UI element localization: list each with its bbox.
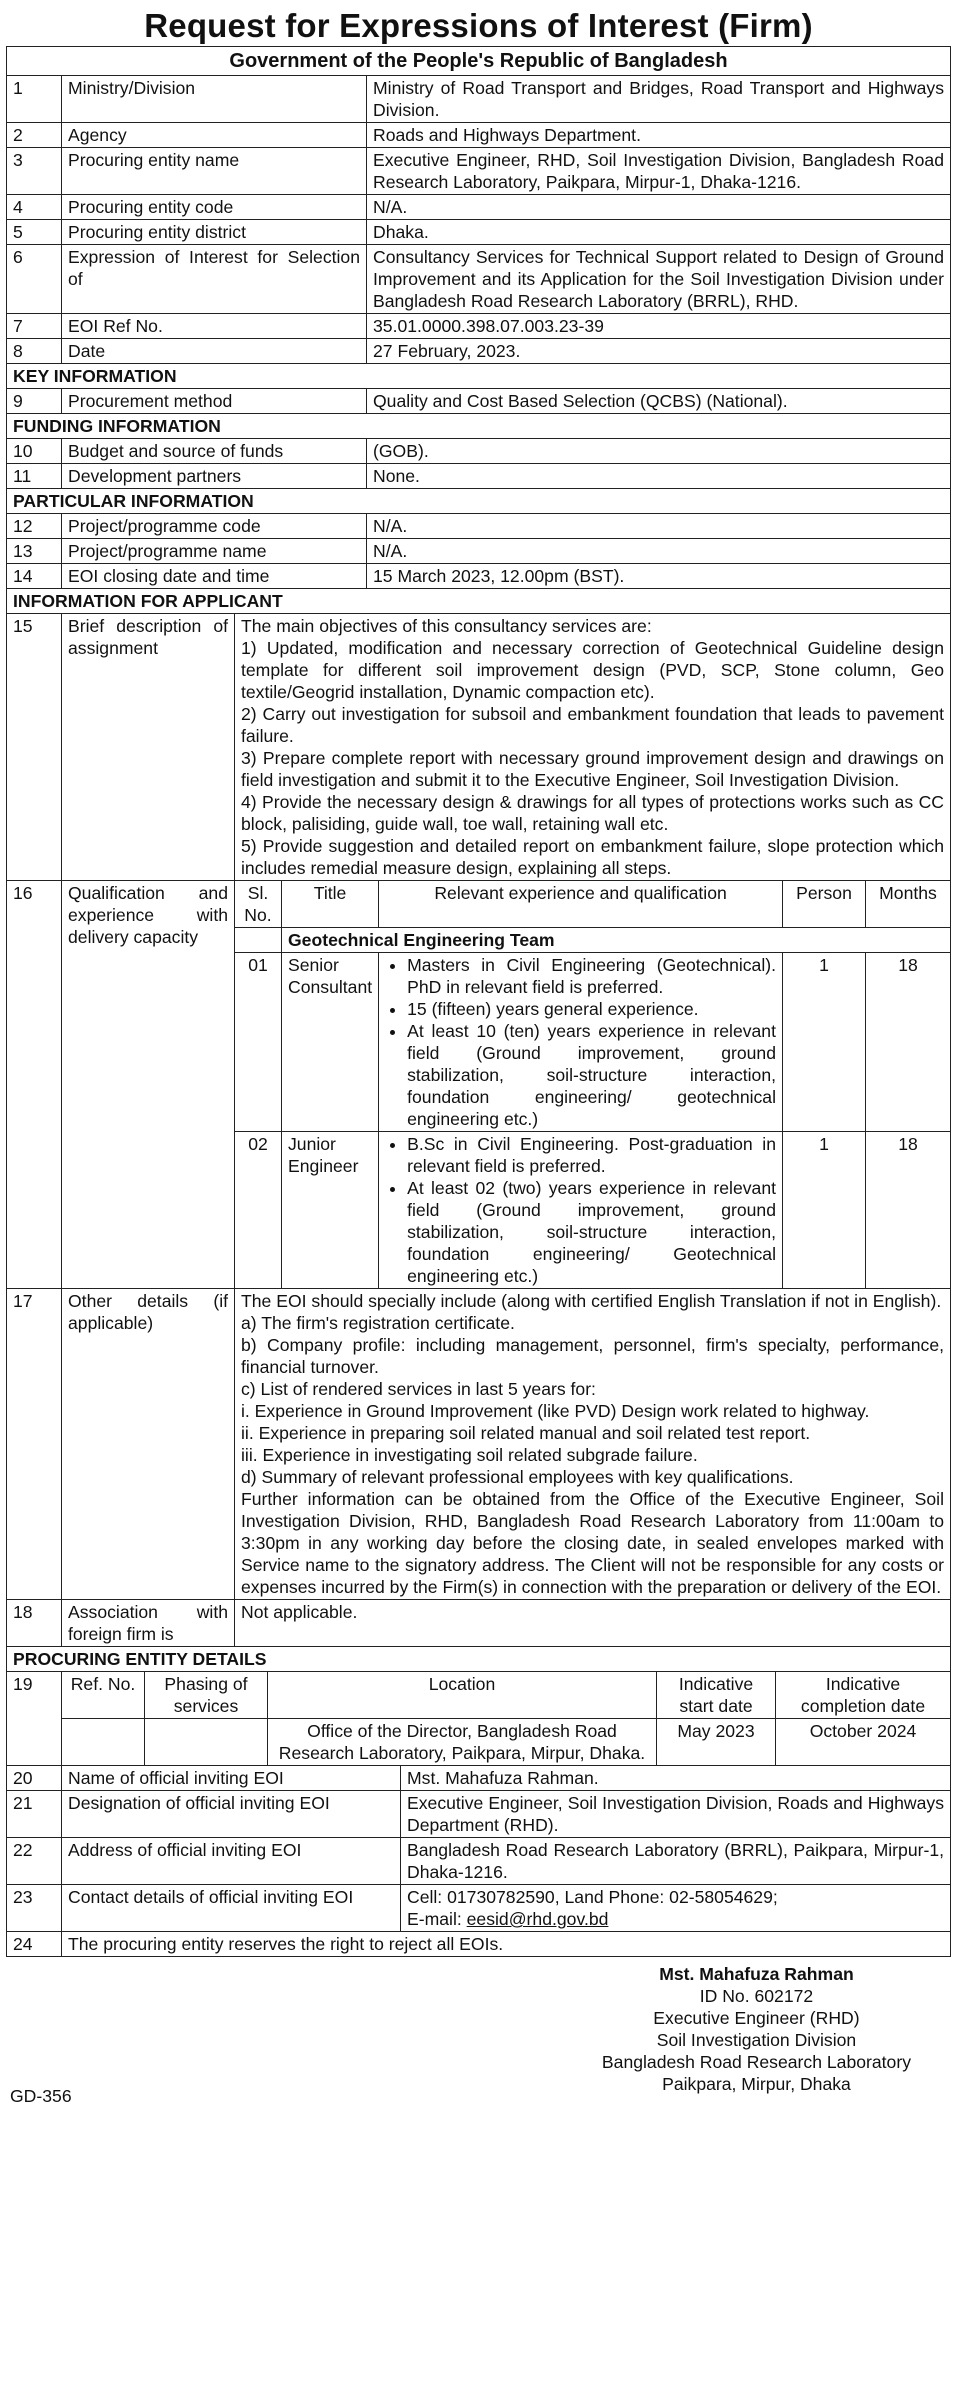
signatory-address: Paikpara, Mirpur, Dhaka [662, 2074, 851, 2094]
staff-sl: 01 [235, 953, 282, 1132]
row-value: 27 February, 2023. [367, 339, 951, 364]
completion-date-value: October 2024 [776, 1719, 951, 1766]
header-start-date: Indicative start date [657, 1672, 776, 1719]
assignment-point: 1) Updated, modification and necessary correction of Geotechnical Guideline design template for different soil improvement design (PVD, SCP, Stone column, Geo textile/Geogrid installation, Dynamic compaction etc). [241, 638, 944, 702]
row-label: Procuring entity district [62, 220, 367, 245]
row-number: 17 [7, 1289, 62, 1600]
row-number: 12 [7, 514, 62, 539]
table-row [7, 220, 951, 245]
signatory-division: Soil Investigation Division [656, 2030, 857, 2050]
row-label: Project/programme name [62, 539, 367, 564]
section-heading: FUNDING INFORMATION [7, 414, 951, 439]
row-value: Mst. Mahafuza Rahman. [401, 1766, 951, 1791]
row-number: 19 [7, 1672, 62, 1766]
signature-area [6, 1957, 951, 2107]
header-phasing: Phasing of services [145, 1672, 268, 1719]
row-number: 18 [7, 1600, 62, 1647]
header-ref: Ref. No. [62, 1672, 145, 1719]
section-heading-row [7, 589, 951, 614]
signatory-id: ID No. 602172 [699, 1986, 814, 2006]
table-row [7, 439, 951, 464]
assignment-point: 2) Carry out investigation for subsoil and embankment foundation that leads to pavement failure. [241, 704, 944, 746]
signature-block [602, 1963, 911, 2095]
row-label: EOI Ref No. [62, 314, 367, 339]
table-row [7, 564, 951, 589]
table-row [7, 1791, 951, 1838]
row-number: 21 [7, 1791, 62, 1838]
experience-item: • B.Sc in Civil Engineering. Post-graduation in relevant field is preferred. [407, 1133, 776, 1177]
row-number: 14 [7, 564, 62, 589]
row-number: 20 [7, 1766, 62, 1791]
row-number: 10 [7, 439, 62, 464]
section-heading: KEY INFORMATION [7, 364, 951, 389]
staff-months: 18 [866, 1132, 951, 1289]
row-value: N/A. [367, 195, 951, 220]
start-date-value: May 2023 [657, 1719, 776, 1766]
detail-line: a) The firm's registration certificate. [241, 1313, 515, 1333]
row-value: (GOB). [367, 439, 951, 464]
table-row [7, 464, 951, 489]
signatory-name: Mst. Mahafuza Rahman [659, 1964, 854, 1984]
detail-line: ii. Experience in preparing soil related manual and soil related test report. [241, 1423, 811, 1443]
applicant-table [6, 588, 951, 1647]
row-value: Dhaka. [367, 220, 951, 245]
detail-line: d) Summary of relevant professional employees with key qualifications. [241, 1467, 794, 1487]
row-label: Expression of Interest for Selection of [62, 245, 367, 314]
table-row [7, 389, 951, 414]
header-title: Title [282, 881, 379, 928]
table-row [7, 1766, 951, 1791]
row-value: None. [367, 464, 951, 489]
staff-row [235, 953, 950, 1132]
government-heading: Government of the People's Republic of Bangladesh [7, 47, 951, 76]
header-person: Person [783, 881, 866, 928]
table-row-18 [7, 1600, 951, 1647]
staff-table-cell [235, 881, 951, 1289]
experience-item: • 15 (fifteen) years general experience. [407, 998, 776, 1020]
row-label: Designation of official inviting EOI [62, 1791, 401, 1838]
staff-sl: 02 [235, 1132, 282, 1289]
row-number: 23 [7, 1885, 62, 1932]
other-details [235, 1289, 951, 1600]
team-row [235, 928, 950, 953]
row-number: 1 [7, 76, 62, 123]
table-row [7, 1932, 951, 1957]
eoi-notice [6, 0, 951, 2107]
row-number: 24 [7, 1932, 62, 1957]
section-heading-row [7, 414, 951, 439]
signatory-organization: Bangladesh Road Research Laboratory [601, 2052, 911, 2072]
table-row [7, 245, 951, 314]
row-value: N/A. [367, 539, 951, 564]
table-row-15 [7, 614, 951, 881]
table-row [7, 148, 951, 195]
row-number: 6 [7, 245, 62, 314]
experience-item: • Masters in Civil Engineering (Geotechnical). PhD in relevant field is preferred. [407, 954, 776, 998]
location-value: Office of the Director, Bangladesh Road Research Laboratory, Paikpara, Mirpur, Dhaka. [268, 1719, 657, 1766]
table-row-17 [7, 1289, 951, 1600]
procuring-table [6, 1646, 951, 1766]
row-label: Other details (if applicable) [62, 1289, 235, 1600]
row-number: 3 [7, 148, 62, 195]
section-heading-row [7, 1647, 951, 1672]
section-heading: INFORMATION FOR APPLICANT [7, 589, 951, 614]
contact-details [401, 1885, 951, 1932]
row-value: Ministry of Road Transport and Bridges, Road Transport and Highways Division. [367, 76, 951, 123]
row-number: 4 [7, 195, 62, 220]
row-label: Procurement method [62, 389, 367, 414]
table-row [7, 514, 951, 539]
table-row-16 [7, 881, 951, 1289]
contact-phone: Cell: 01730782590, Land Phone: 02-58054629; [407, 1887, 778, 1907]
section-heading-row [7, 364, 951, 389]
table-row [7, 76, 951, 123]
header-months: Months [866, 881, 951, 928]
detail-line: iii. Experience in investigating soil related subgrade failure. [241, 1445, 698, 1465]
detail-line: The EOI should specially include (along with certified English Translation if not in English). [241, 1291, 942, 1311]
staff-row [235, 1132, 950, 1289]
table-row-19-values [7, 1719, 951, 1766]
row-label: Ministry/Division [62, 76, 367, 123]
staff-title: Senior Consultant [282, 953, 379, 1132]
assignment-intro: The main objectives of this consultancy services are: [241, 616, 652, 636]
row-label: EOI closing date and time [62, 564, 367, 589]
section-heading: PROCURING ENTITY DETAILS [7, 1647, 951, 1672]
row-number: 16 [7, 881, 62, 1289]
row-value: Quality and Cost Based Selection (QCBS) (National). [367, 389, 951, 414]
row-number: 22 [7, 1838, 62, 1885]
row-number: 8 [7, 339, 62, 364]
row-value: Roads and Highways Department. [367, 123, 951, 148]
row-label: Budget and source of funds [62, 439, 367, 464]
government-row [7, 47, 951, 76]
row-number: 13 [7, 539, 62, 564]
detail-line: i. Experience in Ground Improvement (like PVD) Design work related to highway. [241, 1401, 870, 1421]
staff-title: Junior Engineer [282, 1132, 379, 1289]
email-link[interactable]: eesid@rhd.gov.bd [466, 1909, 609, 1929]
header-completion-date: Indicative completion date [776, 1672, 951, 1719]
staff-experience [379, 1132, 783, 1289]
staff-header-row [235, 881, 950, 928]
row-number: 9 [7, 389, 62, 414]
detail-line: b) Company profile: including management, personnel, firm's specialty, performance, financial turnover. [241, 1335, 944, 1377]
staff-person: 1 [783, 953, 866, 1132]
table-row-19-header [7, 1672, 951, 1719]
row-number: 2 [7, 123, 62, 148]
row-value: The procuring entity reserves the right to reject all EOIs. [62, 1932, 951, 1957]
row-value: Bangladesh Road Research Laboratory (BRRL), Paikpara, Mirpur-1, Dhaka-1216. [401, 1838, 951, 1885]
row-value: Executive Engineer, RHD, Soil Investigation Division, Bangladesh Road Research Laboratory, Paikpara, Mirpur-1, Dhaka-1216. [367, 148, 951, 195]
section-heading-row [7, 489, 951, 514]
row-label: Contact details of official inviting EOI [62, 1885, 401, 1932]
table-row [7, 339, 951, 364]
staff-months: 18 [866, 953, 951, 1132]
table-row [7, 314, 951, 339]
email-label: E-mail: [407, 1909, 467, 1929]
row-label: Development partners [62, 464, 367, 489]
row-value: Executive Engineer, Soil Investigation Division, Roads and Highways Department (RHD). [401, 1791, 951, 1838]
row-label: Procuring entity name [62, 148, 367, 195]
row-label: Procuring entity code [62, 195, 367, 220]
row-value: Not applicable. [235, 1600, 951, 1647]
table-row [7, 123, 951, 148]
experience-item: • At least 10 (ten) years experience in relevant field (Ground improvement, ground stabilization, soil-structure interaction, foundation engineering/ geotechnical engineering etc.) [407, 1020, 776, 1130]
team-name: Geotechnical Engineering Team [282, 928, 951, 953]
staff-experience [379, 953, 783, 1132]
official-table [6, 1765, 951, 1957]
row-label: Address of official inviting EOI [62, 1838, 401, 1885]
row-label: Agency [62, 123, 367, 148]
table-row [7, 1838, 951, 1885]
row-label: Date [62, 339, 367, 364]
row-label: Project/programme code [62, 514, 367, 539]
footer-code: GD-356 [10, 2086, 72, 2106]
row-value: 35.01.0000.398.07.003.23-39 [367, 314, 951, 339]
row-label: Name of official inviting EOI [62, 1766, 401, 1791]
row-value: 15 March 2023, 12.00pm (BST). [367, 564, 951, 589]
assignment-point: 4) Provide the necessary design & drawings for all types of protections works such as CC block, palisiding, guide wall, toe wall, retaining wall etc. [241, 792, 944, 834]
section-heading: PARTICULAR INFORMATION [7, 489, 951, 514]
row-label: Qualification and experience with delivery capacity [62, 881, 235, 1289]
signatory-designation: Executive Engineer (RHD) [653, 2008, 860, 2028]
detail-line: Further information can be obtained from the Office of the Executive Engineer, Soil Investigation Division, RHD, Bangladesh Road Research Laboratory from 11:00am to 3:30pm in any working day before the closing date, in sealed envelopes marked with Service name to the signatory address. The Client will not be responsible for any costs or expenses incurred by the Firm(s) in connection with the preparation or delivery of the EOI. [241, 1489, 944, 1597]
row-label: Association with foreign firm is [62, 1600, 235, 1647]
header-experience: Relevant experience and qualification [379, 881, 783, 928]
table-row [7, 195, 951, 220]
staff-table [235, 881, 950, 1288]
row-number: 7 [7, 314, 62, 339]
row-value: N/A. [367, 514, 951, 539]
assignment-point: 3) Prepare complete report with necessary ground improvement design and drawings on field investigation and submit it to the Executive Engineer, Soil Investigation Division. [241, 748, 944, 790]
row-number: 11 [7, 464, 62, 489]
row-number: 15 [7, 614, 62, 881]
table-row [7, 1885, 951, 1932]
experience-item: • At least 02 (two) years experience in relevant field (Ground improvement, ground stabilization, soil-structure interaction, foundation engineering/ Geotechnical engineering etc.) [407, 1177, 776, 1287]
assignment-point: 5) Provide suggestion and detailed report on embankment failure, slope protection which includes remedial measure design, explaining all steps. [241, 836, 944, 878]
table-row [7, 539, 951, 564]
detail-line: c) List of rendered services in last 5 years for: [241, 1379, 596, 1399]
row-value: Consultancy Services for Technical Support related to Design of Ground Improvement and its Application for the Soil Investigation Division under Bangladesh Road Research Laboratory (BRRL), RHD. [367, 245, 951, 314]
contact-email-line [407, 1908, 944, 1930]
staff-person: 1 [783, 1132, 866, 1289]
page-title: Request for Expressions of Interest (Firm) [144, 7, 813, 44]
header-sl: Sl. No. [235, 881, 282, 928]
header-location: Location [268, 1672, 657, 1719]
assignment-description [235, 614, 951, 881]
eoi-table [6, 46, 951, 589]
row-label: Brief description of assignment [62, 614, 235, 881]
row-number: 5 [7, 220, 62, 245]
